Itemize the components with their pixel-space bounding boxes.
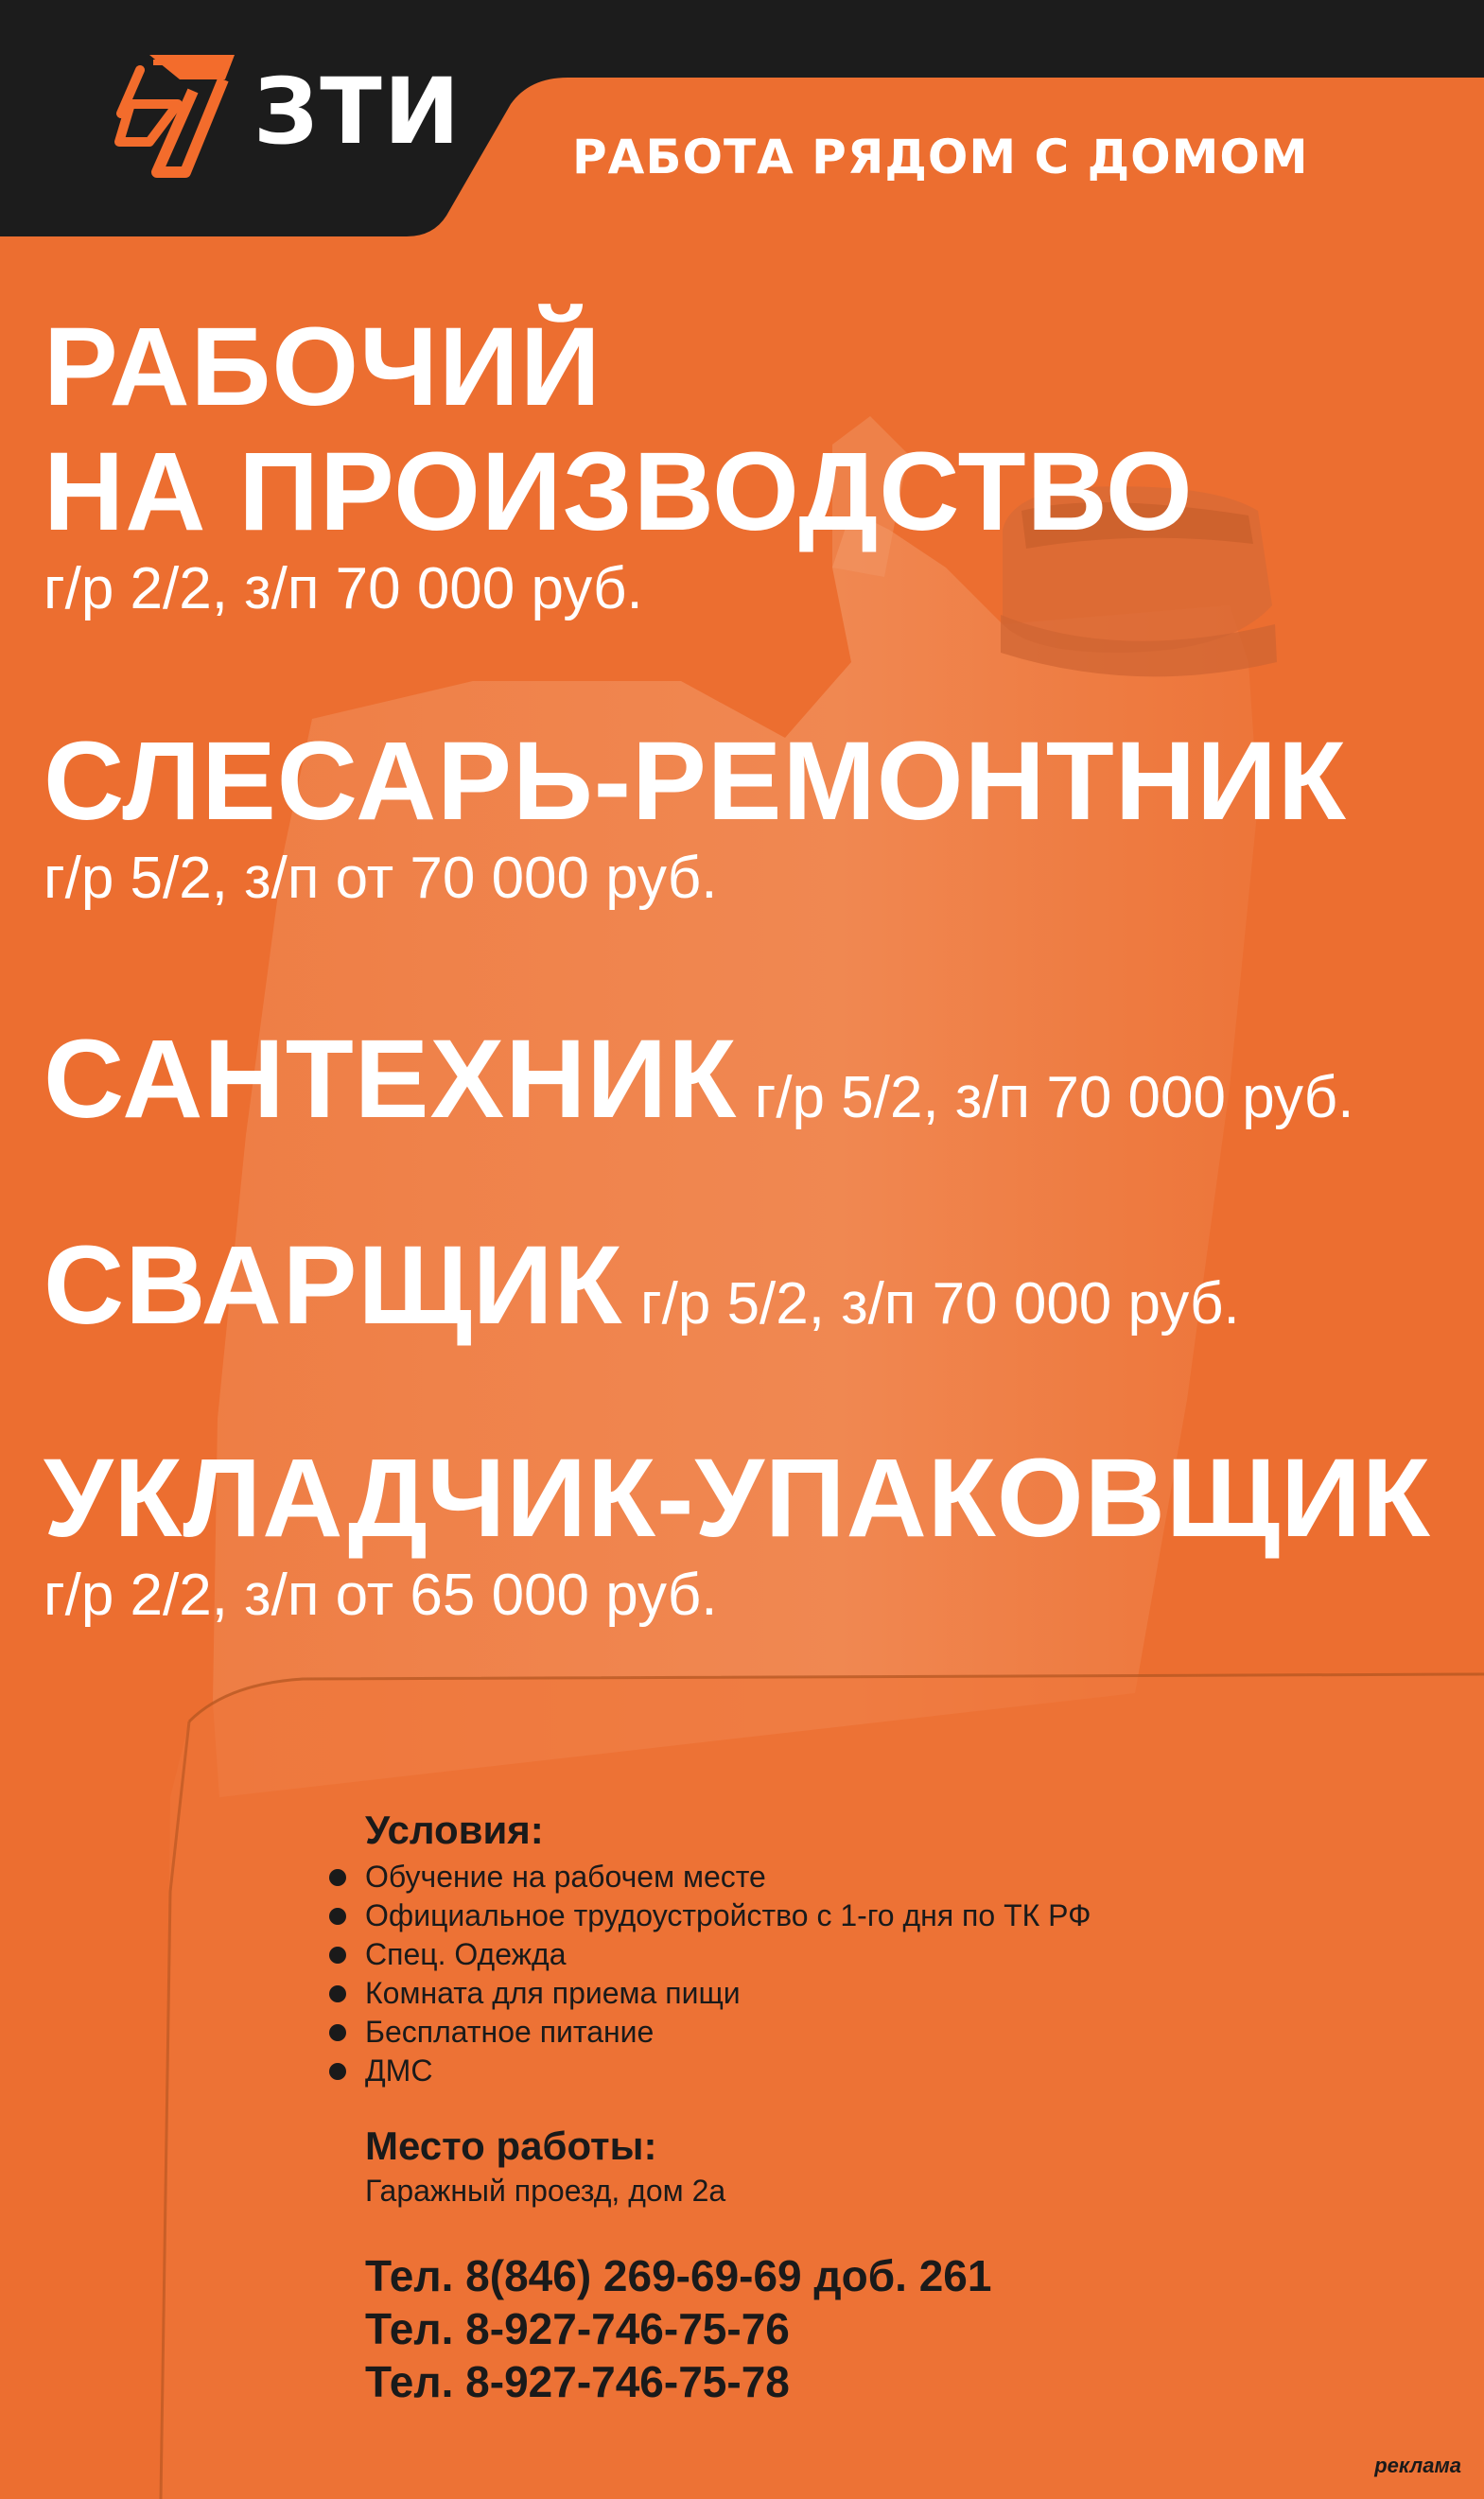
phone-number: Тел. 8-927-746-75-76 bbox=[365, 2304, 790, 2353]
list-item bbox=[329, 1896, 1091, 1935]
job-item bbox=[44, 719, 1347, 914]
condition-text: Официальное трудоустройство с 1-го дня по ТК РФ bbox=[365, 1898, 1091, 1932]
job-item bbox=[44, 1017, 1353, 1142]
phone-number: Тел. 8-927-746-75-78 bbox=[365, 2357, 790, 2406]
tagline: РАБОТА РЯДОМ С ДОМОМ bbox=[572, 130, 1309, 184]
bullet-icon bbox=[329, 2063, 346, 2080]
workplace-section bbox=[365, 2121, 725, 2210]
conditions-title: Условия: bbox=[365, 1808, 544, 1852]
job-item bbox=[44, 1436, 1431, 1631]
job-details: г/р 5/2, з/п 70 000 руб. bbox=[640, 1271, 1240, 1337]
condition-text: Обучение на рабочем месте bbox=[365, 1860, 766, 1894]
logo-text: ЗТИ bbox=[253, 59, 463, 165]
list-item bbox=[329, 2013, 1091, 2052]
logo-mark-icon bbox=[112, 47, 242, 180]
job-details: г/р 5/2, з/п 70 000 руб. bbox=[754, 1065, 1354, 1130]
job-title: САНТЕХНИК bbox=[44, 1017, 738, 1142]
bullet-icon bbox=[329, 2024, 346, 2041]
job-title: СВАРЩИК bbox=[44, 1223, 623, 1348]
list-item bbox=[329, 2052, 1091, 2090]
bullet-icon bbox=[329, 1869, 346, 1886]
conditions-list bbox=[329, 1858, 1091, 2090]
job-title-line2: НА ПРОИЗВОДСТВО bbox=[44, 429, 1194, 554]
conditions-section bbox=[329, 1805, 1091, 2090]
job-details: г/р 2/2, з/п от 65 000 руб. bbox=[44, 1563, 718, 1628]
job-title: УКЛАДЧИК-УПАКОВЩИК bbox=[44, 1436, 1431, 1561]
bullet-icon bbox=[329, 1985, 346, 2002]
condition-text: Бесплатное питание bbox=[365, 2015, 655, 2049]
bullet-icon bbox=[329, 1947, 346, 1964]
job-item bbox=[44, 305, 1194, 624]
job-details: г/р 5/2, з/п от 70 000 руб. bbox=[44, 846, 718, 911]
list-item bbox=[329, 1935, 1091, 1974]
ad-label: реклама bbox=[1374, 2454, 1461, 2477]
condition-text: Комната для приема пищи bbox=[365, 1976, 741, 2010]
bullet-icon bbox=[329, 1908, 346, 1925]
job-item bbox=[44, 1223, 1240, 1348]
workplace-address: Гаражный проезд, дом 2а bbox=[365, 2174, 726, 2208]
phone-number: Тел. 8(846) 269-69-69 доб. 261 bbox=[365, 2251, 992, 2300]
list-item bbox=[329, 1858, 1091, 1896]
company-logo bbox=[112, 47, 463, 180]
condition-text: ДМС bbox=[365, 2053, 433, 2088]
workplace-title: Место работы: bbox=[365, 2123, 657, 2168]
condition-text: Спец. Одежда bbox=[365, 1937, 567, 1971]
phone-list bbox=[365, 2249, 991, 2408]
job-details: г/р 2/2, з/п 70 000 руб. bbox=[44, 556, 643, 621]
list-item bbox=[329, 1974, 1091, 2013]
job-title: СЛЕСАРЬ-РЕМОНТНИК bbox=[44, 719, 1347, 844]
job-title: РАБОЧИЙ bbox=[44, 305, 602, 429]
